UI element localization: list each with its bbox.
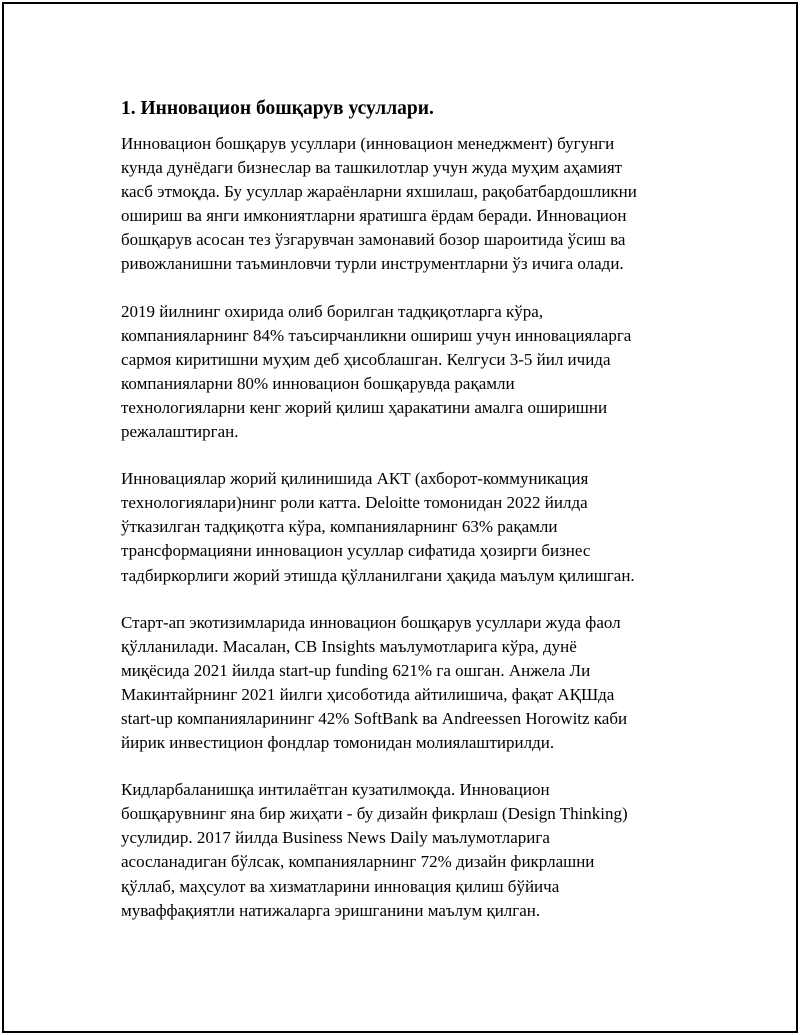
text-line: технологияларни кенг жорий қилиш ҳаракатини амалга оширишни: [121, 397, 608, 417]
text-line: ошириш ва янги имкониятларни яратишга ёрдам беради. Инновацион: [121, 206, 627, 226]
text-line: Кидларбаланишқа интилаётган кузатилмоқда. Инновацион: [121, 780, 550, 800]
text-line: миқёсида 2021 йилда start-up funding 621% га ошган. Анжела Ли: [121, 660, 591, 680]
text-line: қўллаб, маҳсулот ва хизматларини инновация қилиш бўйича: [121, 876, 560, 896]
text-line: ривожланишни таъминловчи турли инструментларни ўз ичига олади.: [121, 254, 624, 274]
text-line: компанияларнинг 84% таъсирчанликни ошириш учун инновацияларга: [121, 325, 632, 345]
text-line: йирик инвестицион фондлар томонидан молиялаштирилди.: [121, 733, 555, 753]
text-line: қўлланилади. Масалан, CB Insights маълумотларига кўра, дунё: [121, 636, 577, 656]
section-heading: 1. Инновацион бошқарув усуллари.: [121, 98, 434, 119]
text-line: бошқарувнинг яна бир жиҳати - бу дизайн фикрлаш (Design Thinking): [121, 804, 628, 824]
page-border: [2, 2, 798, 1033]
text-line: бошқарув асосан тез ўзгарувчан замонавий бозор шароитида ўсиш ва: [121, 230, 626, 250]
text-line: Старт-ап экотизимларида инновацион бошқарув усуллари жуда фаол: [121, 612, 621, 632]
paragraph: [121, 611, 691, 756]
paragraph: [121, 778, 691, 923]
text-line: Инновациялар жорий қилинишида АКТ (ахборот-коммуникация: [121, 469, 589, 489]
text-line: кунда дунёдаги бизнеслар ва ташкилотлар учун жуда муҳим аҳамият: [121, 158, 623, 178]
paragraph: [121, 467, 691, 587]
text-line: трансформацияни инновацион усуллар сифатида ҳозирги бизнес: [121, 541, 591, 561]
text-line: муваффақиятли натижаларга эришганини маълум қилган.: [121, 900, 541, 920]
paragraph: [121, 132, 691, 277]
text-line: режалаштирган.: [121, 422, 239, 442]
text-line: касб этмоқда. Бу усуллар жараёнларни яхшилаш, рақобатбардошликни: [121, 182, 637, 202]
document-content: [121, 95, 691, 946]
text-line: Инновацион бошқарув усуллари (инновацион менеджмент) бугунги: [121, 134, 615, 153]
text-line: компанияларни 80% инновацион бошқарувда рақамли: [121, 373, 515, 393]
text-line: тадбиркорлиги жорий этишда қўлланилгани ҳақида маълум қилишган.: [121, 565, 635, 585]
paragraph: [121, 300, 691, 445]
text-line: Макинтайрнинг 2021 йилги ҳисоботида айтилишича, фақат АҚШда: [121, 684, 615, 704]
text-line: ўтказилган тадқиқотга кўра, компанияларнинг 63% рақамли: [121, 517, 558, 537]
text-line: сармоя киритишни муҳим деб ҳисоблашган. Келгуси 3-5 йил ичида: [121, 349, 611, 369]
text-line: усулидир. 2017 йилда Business News Daily маълумотларига: [121, 828, 550, 848]
text-line: start-up компанияларининг 42% SoftBank ва Andreessen Horowitz каби: [121, 708, 628, 728]
text-line: 2019 йилнинг охирида олиб борилган тадқиқотларга кўра,: [121, 301, 544, 321]
text-line: технологиялари)нинг роли катта. Deloitte томонидан 2022 йилда: [121, 493, 588, 513]
text-line: асосланадиган бўлсак, компанияларнинг 72% дизайн фикрлашни: [121, 852, 595, 872]
